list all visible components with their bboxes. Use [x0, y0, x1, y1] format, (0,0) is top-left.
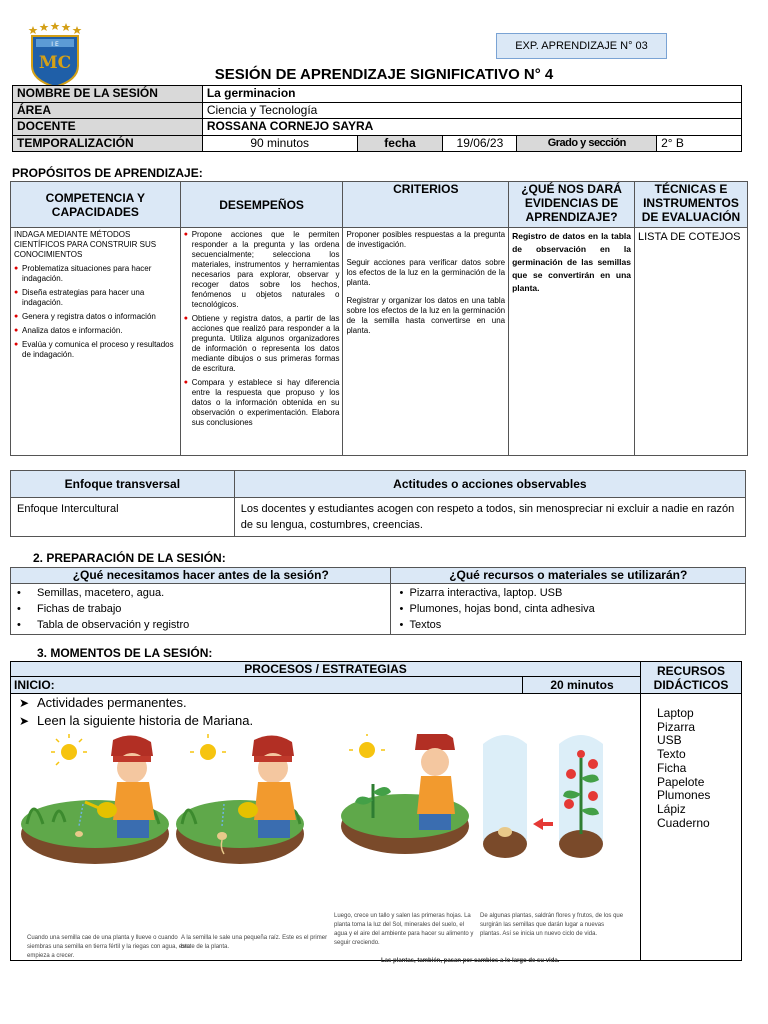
date-label: fecha	[357, 135, 443, 152]
session-name-label: NOMBRE DE LA SESIÓN	[13, 86, 203, 103]
logo-text: MC	[38, 53, 72, 73]
performance-item: ● Propone acciones que le permiten responder a la pregunta y las ordena secuencialmente; selecciona los materiales, instrumentos y herramientas necesarios para explorar, observar y recoger datos sobre los hechos, fenómenos u objetos naturales o tecnológicos.	[184, 230, 340, 310]
criterion-item: Seguir acciones para verificar datos sobre los efectos de la luz en la germinación de la planta.	[346, 258, 506, 287]
resource-item: Lápiz	[657, 801, 686, 816]
svg-text:I E: I E	[51, 41, 59, 48]
instrument-cell: LISTA DE COTEJOS	[635, 228, 748, 456]
purposes-title: PROPÓSITOS DE APRENDIZAJE:	[12, 166, 203, 180]
capacity-item: ● Problematiza situaciones para hacer indagación.	[14, 264, 177, 284]
instrument-header: TÉCNICAS E INSTRUMENTOS DE EVALUACIÓN	[635, 182, 748, 228]
story-caption-2: A la semilla le sale una pequeña raíz. Este es el primer brote de la planta.	[181, 935, 328, 950]
approach-value: Enfoque Intercultural	[11, 498, 235, 537]
area-value: Ciencia y Tecnología	[202, 102, 741, 119]
before-session-cell	[11, 584, 391, 635]
purposes-table	[10, 181, 748, 456]
resource-item: Ficha	[657, 760, 687, 775]
story-note: Las plantas, también, pasan por cambios a lo largo de su vida.	[381, 958, 560, 964]
capacity-item: ● Evalúa y comunica el proceso y resultados de indagación.	[14, 340, 177, 360]
teacher-label: DOCENTE	[13, 119, 203, 136]
activities-list	[11, 694, 640, 730]
attitudes-value: Los docentes y estudiantes acogen con respeto a todos, sin menospreciar ni excluir a nadie en razón de su lengua, costumbres, creencias.	[234, 498, 745, 537]
capacity-item: ● Analiza datos e información.	[14, 326, 177, 336]
activity-item: ➤ Leen la siguiente historia de Mariana.	[19, 712, 640, 730]
activity-item: ➤ Actividades permanentes.	[19, 694, 640, 712]
page-title: SESIÓN DE APRENDIZAJE SIGNIFICATIVO N° 4	[214, 66, 554, 83]
performance-item: ● Obtiene y registra datos, a partir de las acciones que realizó para responder a la pregunta. Utiliza algunos organizadores de información o representa los datos mediante dibujos o sus primeras formas de escritura.	[184, 314, 340, 374]
performance-list	[184, 230, 340, 428]
session-info-table	[12, 85, 742, 152]
grade-value: 2° B	[657, 135, 742, 152]
criterion-item: Registrar y organizar los datos en una tabla sobre los efectos de la luz en la germinación de la semilla hasta convertirse en una planta.	[346, 296, 506, 335]
resource-item: Pizarra	[657, 719, 696, 734]
area-label: ÁREA	[13, 102, 203, 119]
start-label: INICIO:	[14, 678, 55, 692]
before-session-list	[15, 585, 386, 633]
criteria-cell	[343, 228, 509, 456]
list-item: • Semillas, macetero, agua.	[15, 585, 386, 601]
criteria-header: CRITERIOS	[343, 182, 509, 228]
teacher-value: ROSSANA CORNEJO SAYRA	[202, 119, 741, 136]
attitudes-header: Actitudes o acciones observables	[234, 471, 745, 498]
start-row	[11, 677, 641, 694]
list-item: • Fichas de trabajo	[15, 601, 386, 617]
time-value: 90 minutos	[202, 135, 357, 152]
time-label: TEMPORALIZACIÓN	[13, 135, 203, 152]
story-panel-4	[483, 735, 603, 858]
session-name-value: La germinacion	[202, 86, 741, 103]
story-panel-2	[176, 734, 304, 864]
resource-item: Laptop	[657, 706, 694, 720]
date-value: 19/06/23	[443, 135, 517, 152]
approach-table	[10, 470, 746, 537]
resource-item: Papelote	[657, 774, 705, 789]
resource-item: USB	[657, 733, 682, 748]
resources-list	[395, 585, 741, 633]
performance-header: DESEMPEÑOS	[180, 182, 343, 228]
story-panel-1	[21, 734, 169, 864]
experience-label: EXP. APRENDIZAJE N° 03	[496, 33, 667, 59]
didactic-resources-header: RECURSOS DIDÁCTICOS	[641, 662, 741, 694]
capacities-list	[14, 264, 177, 360]
resources-header: ¿Qué recursos o materiales se utilizarán?	[391, 568, 746, 584]
resource-item: Cuaderno	[657, 815, 710, 830]
evidence-header: ¿QUÉ NOS DARÁ EVIDENCIAS DE APRENDIZAJE?	[509, 182, 635, 228]
list-item: • Textos	[395, 617, 741, 633]
story-caption-1: Cuando una semilla cae de una planta y llueve o cuando siembras una semilla en tierra fértil y la riegas con agua, esta empieza a crecer.	[27, 935, 191, 959]
approach-header: Enfoque transversal	[11, 471, 235, 498]
moments-title: 3. MOMENTOS DE LA SESIÓN:	[37, 646, 213, 660]
competence-header: COMPETENCIA Y CAPACIDADES	[11, 182, 181, 228]
performance-item: ● Compara y establece si hay diferencia entre la respuesta que propuso y los datos o la información obtenida en su observación o experimentación. Elabora sus conclusiones	[184, 378, 340, 428]
didactic-resources-list	[657, 707, 710, 830]
performance-cell	[180, 228, 343, 456]
capacity-item: ● Diseña estrategias para hacer una indagación.	[14, 288, 177, 308]
list-item: • Tabla de observación y registro	[15, 617, 386, 633]
capacity-item: ● Genera y registra datos o información	[14, 312, 177, 322]
story-caption-4: De algunas plantas, saldrán flores y frutos, de los que surgirán las semillas que darán lugar a nuevas plantas. Así se inicia un nuevo ciclo de vida.	[480, 913, 624, 937]
preparation-title: 2. PREPARACIÓN DE LA SESIÓN:	[33, 551, 226, 565]
evidence-cell: Registro de datos en la tabla de observación en la germinación de las semillas que se convertirán en una planta.	[509, 228, 635, 456]
criterion-item: Proponer posibles respuestas a la pregunta de investigación.	[346, 230, 506, 249]
start-duration: 20 minutos	[522, 677, 641, 693]
resource-item: Texto	[657, 747, 686, 762]
competence-cell	[11, 228, 181, 456]
resource-item: Plumones	[657, 788, 711, 803]
grade-label: Grado y sección	[517, 135, 657, 152]
before-session-header: ¿Qué necesitamos hacer antes de la sesión?	[11, 568, 391, 584]
moments-body	[11, 694, 641, 964]
list-item: • Pizarra interactiva, laptop. USB	[395, 585, 741, 601]
story-caption-3: Luego, crece un tallo y salen las primeras hojas. La planta toma la luz del Sol, minerales del suelo, el agua y el aire del ambiente para hacer su alimento y seguir creciendo.	[334, 913, 474, 946]
preparation-table	[10, 567, 746, 635]
moments-section	[10, 661, 742, 964]
resources-cell	[391, 584, 746, 635]
processes-header: PROCESOS / ESTRATEGIAS	[11, 662, 641, 677]
story-panel-3	[341, 734, 469, 854]
competence-text: INDAGA MEDIANTE MÉTODOS CIENTÍFICOS PARA CONSTRUIR SUS CONOCIMIENTOS	[14, 230, 157, 259]
list-item: • Plumones, hojas bond, cinta adhesiva	[395, 601, 741, 617]
